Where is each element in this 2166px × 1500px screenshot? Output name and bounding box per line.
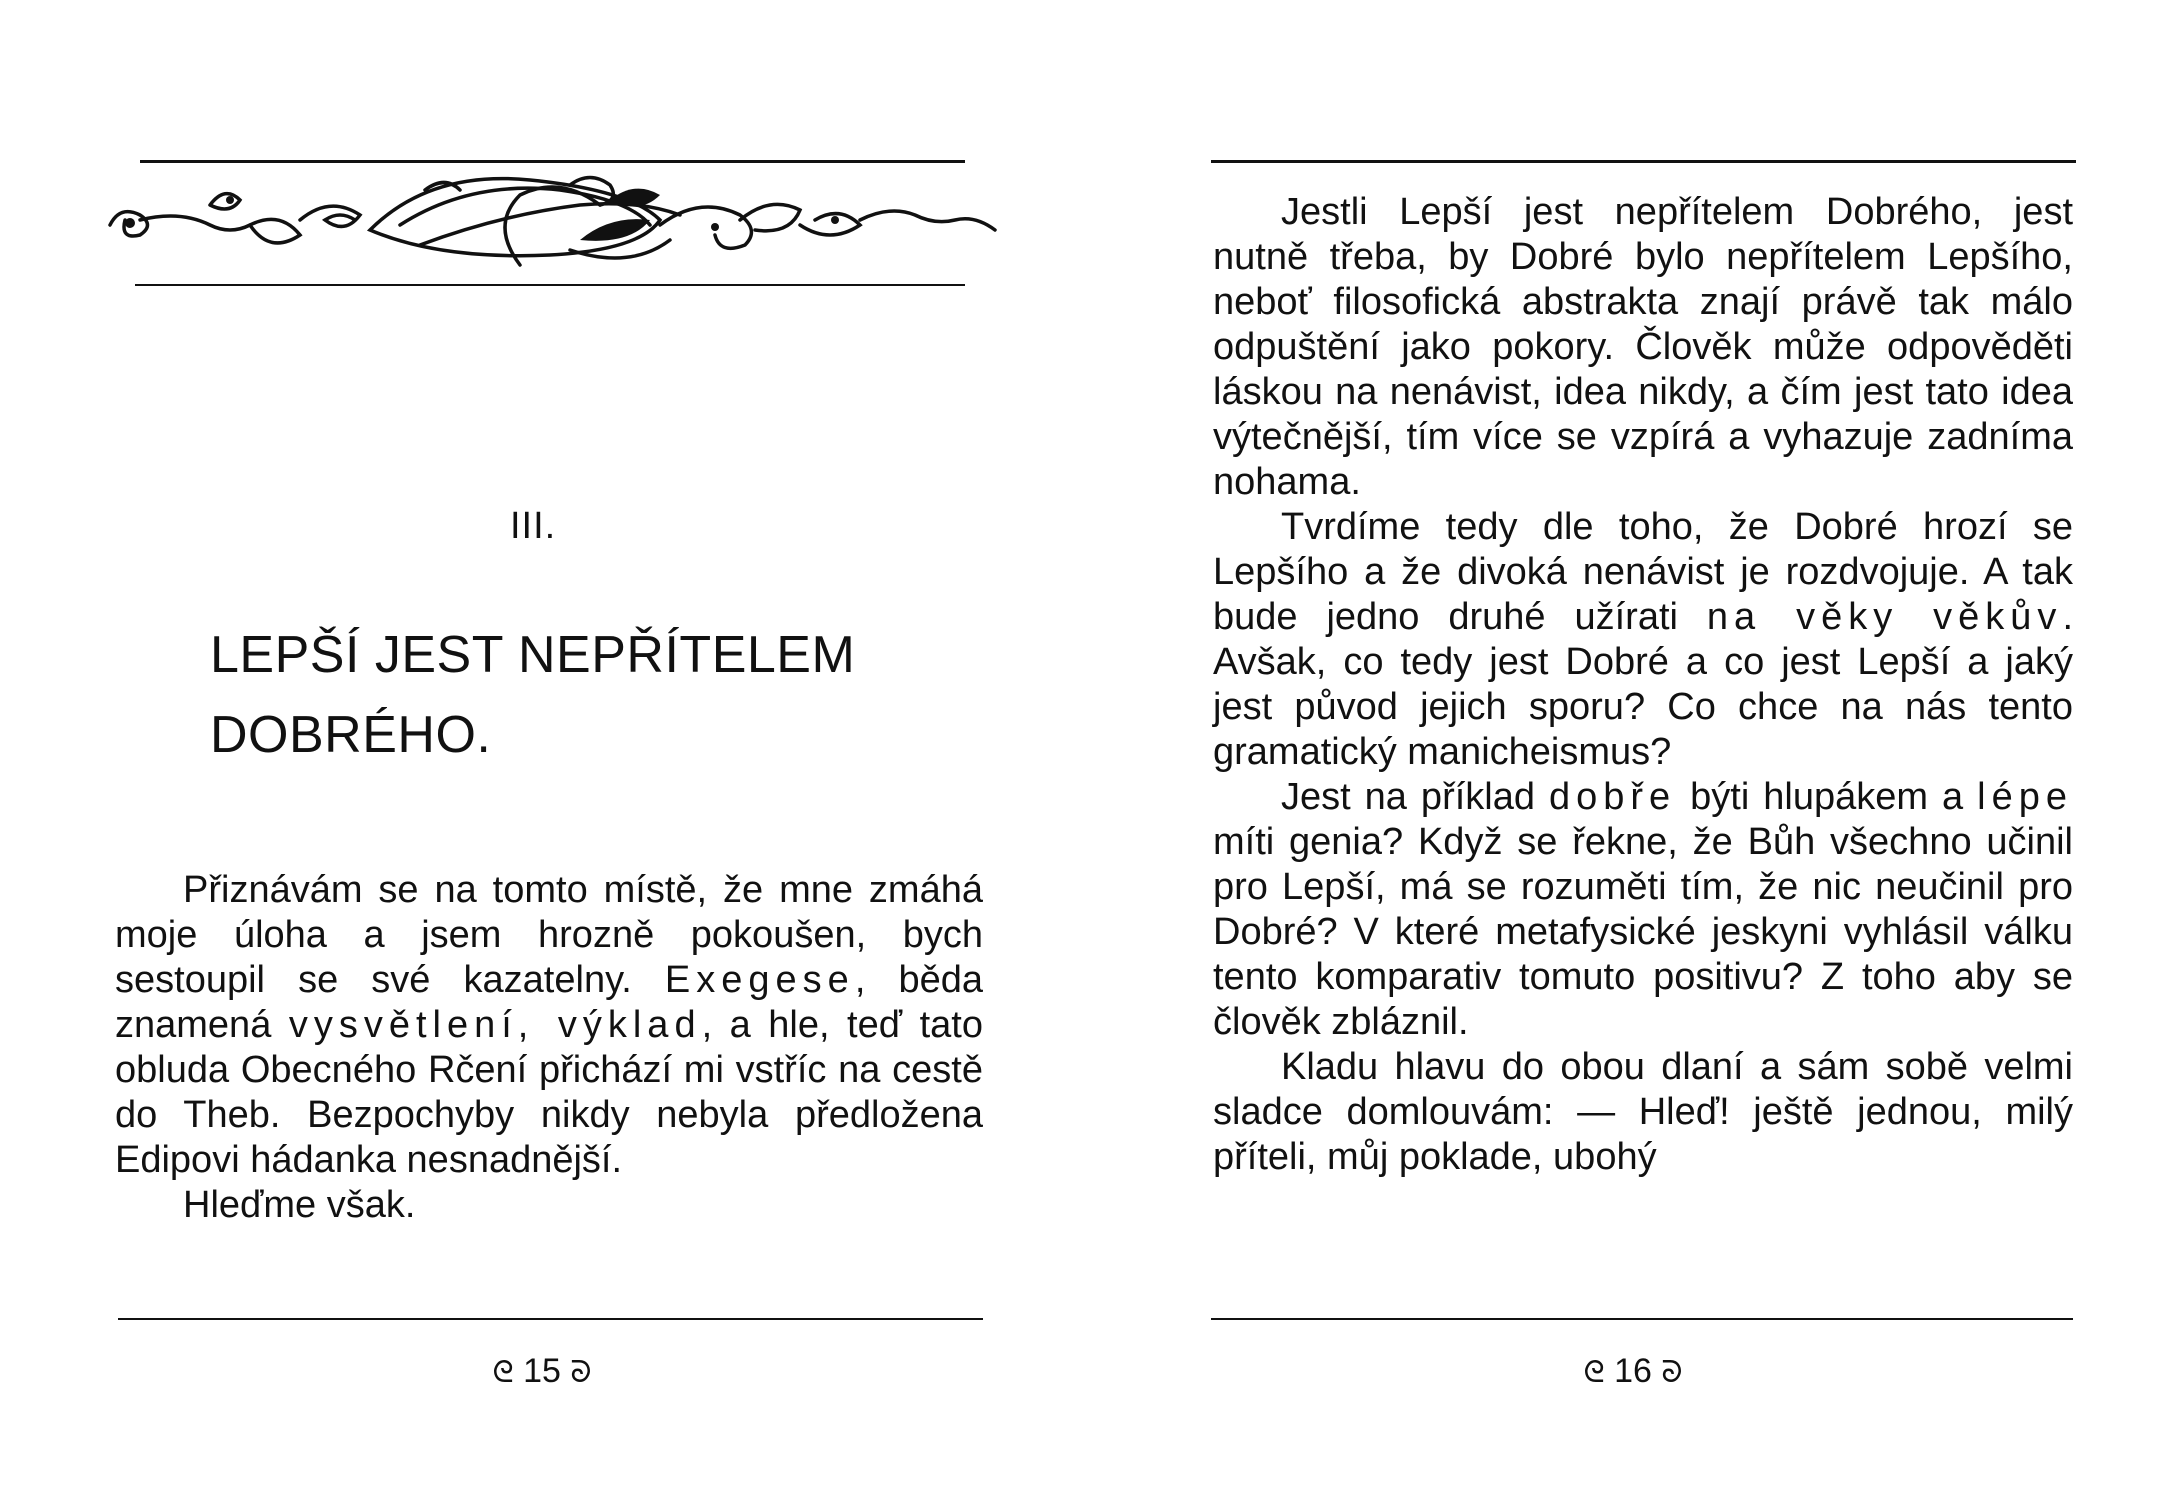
folio-ornament-left-icon: ᘓ — [492, 1355, 514, 1390]
chapter-title-line1: LEPŠÍ JEST NEPŘÍTELEM — [210, 626, 856, 684]
chapter-number: III. — [510, 505, 557, 547]
right-body-text — [1213, 190, 2073, 1180]
paragraph: Hleďme však. — [183, 1184, 416, 1226]
folio-ornament-right-icon: ᘐ — [1661, 1355, 1683, 1390]
bottom-rule — [118, 1318, 983, 1320]
text-run: Jest na příklad — [1281, 776, 1549, 818]
chapter-title-line2: DOBRÉHO. — [210, 706, 492, 764]
floral-ornament-icon — [100, 165, 1000, 275]
paragraph — [1213, 775, 2073, 1045]
ornament-bottom-rule — [135, 284, 965, 286]
spaced-emphasis: dobře — [1548, 776, 1677, 818]
text-run: Tvrdíme tedy dle toho, že Dobré hrozí se Lepšího a že divoká nenávist je rozdvojuje. A tak bude jedno druhé užírati — [1213, 506, 2073, 638]
text-run: , a hle, teď tato obluda Obecného Rčení přichází mi vstříc na cestě do Theb. Bezpochyby nikdy nebyla předložena Edipovi hádanka nesnadnější. — [115, 1004, 983, 1181]
text-run: míti genia? Když se řekne, že Bůh všechno učinil pro Lepší, má se rozuměti tím, že nic neučinil pro Dobré? V které metafysické jeskyni vyhlásil válku tento komparativ tomuto positivu? Z toho aby se člověk zbláznil. — [1213, 821, 2073, 1043]
folio-ornament-right-icon: ᘐ — [570, 1355, 592, 1390]
page-number-folio — [392, 1352, 692, 1391]
text-run: , běda znamená — [115, 959, 984, 1046]
paragraph — [1213, 505, 2073, 775]
page-number: 15 — [523, 1352, 561, 1390]
text-run: býti hlupákem a — [1676, 776, 1978, 818]
text-run: . Avšak, co tedy jest Dobré a co jest Lepší a jaký jest původ jejich sporu? Co chce na nás tento gramatický manicheismus? — [1213, 596, 2073, 773]
paragraph: Kladu hlavu do obou dlaní a sám sobě velmi sladce domlouvám: — Hleď! ještě jednou, milý příteli, můj poklade, ubohý — [1213, 1046, 2073, 1178]
spaced-emphasis: na věky věkův — [1706, 596, 2063, 638]
chapter-title — [210, 615, 970, 775]
bottom-rule — [1211, 1318, 2073, 1320]
left-body-text — [115, 868, 983, 1228]
page-number: 16 — [1614, 1352, 1652, 1390]
paragraph: Jestli Lepší jest nepřítelem Dobrého, jest nutně třeba, by Dobré bylo nepřítelem Lepšího, neboť filosofická abstrakta znají právě tak málo odpuštění jako pokory. Člověk může odpověděti láskou na nenávist, idea nikdy, a čím jest tato idea výtečnější, tím více se vzpírá a vyhazuje zadníma nohama. — [1213, 191, 2073, 503]
paragraph — [115, 868, 983, 1183]
folio-ornament-left-icon: ᘓ — [1583, 1355, 1605, 1390]
spaced-emphasis: lépe — [1977, 776, 2074, 818]
top-rule — [1211, 160, 2076, 163]
right-page — [1083, 0, 2166, 1500]
page-number-folio — [1483, 1352, 1783, 1391]
spaced-emphasis: vysvětlení, výklad — [288, 1004, 702, 1046]
text-run: Přiznávám se na tomto místě, že mne zmáhá moje úloha a jsem hrozně pokoušen, bych sestoupil se své kazatelny. — [115, 869, 983, 1001]
spaced-emphasis: Exegese — [664, 959, 855, 1001]
top-rule — [140, 160, 965, 163]
